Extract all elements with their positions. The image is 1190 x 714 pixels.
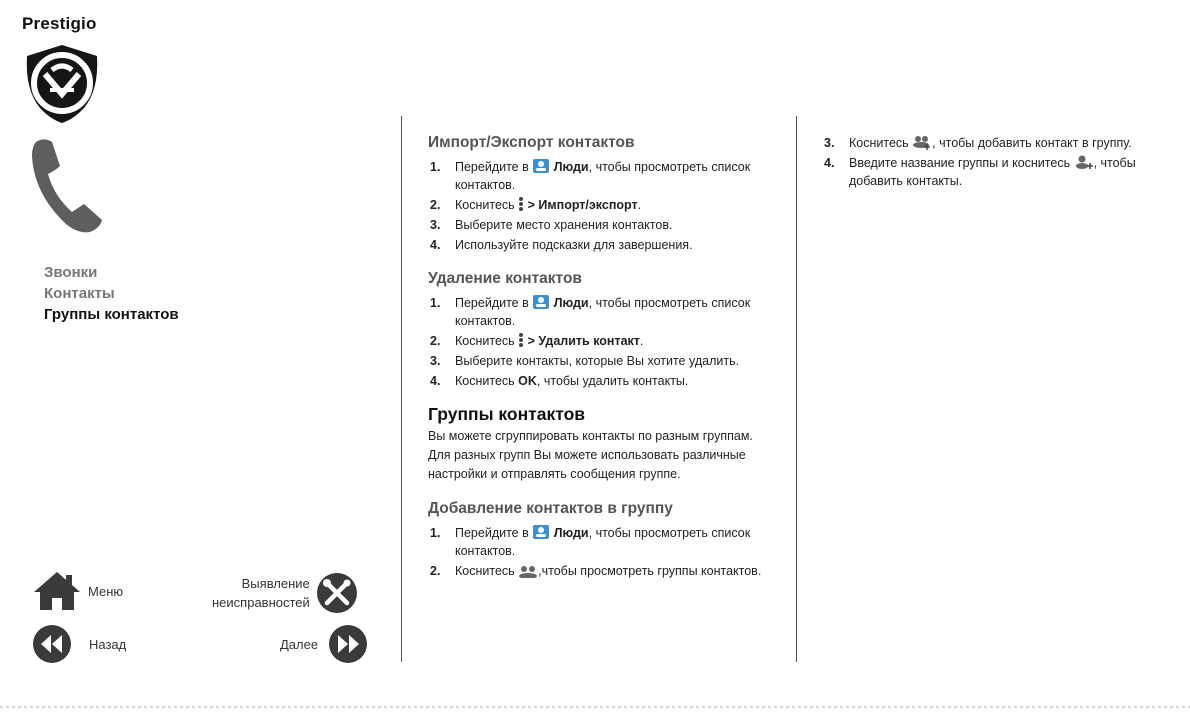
troubleshooting-line2: неисправностей <box>212 595 310 610</box>
people-app-icon <box>532 158 550 174</box>
contact-groups-description: Вы можете сгруппировать контакты по разным группам. Для разных групп Вы можете использовать различные настройки и отправлять сообщения группе. <box>428 429 753 481</box>
step-text: Выберите место хранения контактов. <box>455 218 673 232</box>
troubleshooting-line1: Выявление <box>241 576 310 591</box>
middle-column <box>428 134 778 582</box>
step-text: , чтобы добавить контакты. <box>849 156 1136 188</box>
delete-contacts-steps <box>428 294 778 390</box>
delete-contacts-title: Удаление контактов <box>428 270 582 287</box>
right-column <box>822 134 1152 192</box>
list-item <box>428 524 778 560</box>
column-divider-right <box>796 116 797 662</box>
list-item <box>428 196 778 214</box>
menu-button[interactable] <box>32 570 123 612</box>
next-label: Далее <box>280 636 319 652</box>
overflow-menu-icon <box>518 332 524 348</box>
contact-groups-title: Группы контактов <box>428 404 586 424</box>
add-to-group-steps <box>428 524 778 580</box>
step-text: Перейдите в <box>455 296 529 310</box>
home-icon <box>32 570 82 612</box>
add-contact-icon <box>1074 154 1094 170</box>
import-export-steps <box>428 158 778 254</box>
list-item <box>428 216 778 234</box>
step-bold: OK <box>518 374 537 388</box>
step-text: . <box>639 334 644 348</box>
troubleshooting-label <box>212 574 310 612</box>
next-button[interactable] <box>280 624 368 664</box>
step-bold: Люди <box>553 526 589 540</box>
step-text: , чтобы просмотреть список контактов. <box>455 160 751 192</box>
step-bold: > Удалить контакт <box>527 334 640 348</box>
list-item <box>428 158 778 194</box>
fast-forward-icon <box>328 624 368 664</box>
nav-item-calls[interactable]: Звонки <box>44 264 98 281</box>
step-text: Коснитесь <box>455 374 515 388</box>
people-app-icon <box>532 294 550 310</box>
people-app-icon <box>532 524 550 540</box>
step-text: Коснитесь <box>455 334 515 348</box>
back-label: Назад <box>89 636 127 652</box>
step-text: , чтобы удалить контакты. <box>536 374 689 388</box>
step-text: Выберите контакты, которые Вы хотите удалить. <box>455 354 740 368</box>
list-item <box>428 236 778 254</box>
import-export-title: Импорт/Экспорт контактов <box>428 134 635 151</box>
section-nav <box>44 262 179 325</box>
list-item <box>428 562 778 580</box>
add-to-group-steps-continued <box>822 134 1152 190</box>
step-bold: Люди <box>553 296 589 310</box>
step-text: Перейдите в <box>455 160 529 174</box>
step-text: , чтобы просмотреть список контактов. <box>455 296 751 328</box>
step-text: , чтобы добавить контакт в группу. <box>932 136 1132 150</box>
back-button[interactable] <box>32 624 126 664</box>
add-to-group-title: Добавление контактов в группу <box>428 500 673 517</box>
step-text: Перейдите в <box>455 526 529 540</box>
prestigio-logo-icon <box>20 42 104 126</box>
step-text: ,чтобы просмотреть группы контактов. <box>538 564 762 578</box>
troubleshooting-button[interactable] <box>212 572 358 614</box>
list-item <box>428 352 778 370</box>
step-text: Коснитесь <box>455 564 515 578</box>
list-item <box>428 372 778 390</box>
list-item <box>428 294 778 330</box>
step-text: Коснитесь <box>455 198 515 212</box>
step-text: Введите название группы и коснитесь <box>849 156 1071 170</box>
page-bottom-edge <box>0 706 1190 708</box>
brand-name: Prestigio <box>22 14 97 33</box>
list-item <box>822 154 1152 190</box>
rewind-icon <box>32 624 72 664</box>
list-item <box>822 134 1152 152</box>
step-text: Используйте подсказки для завершения. <box>455 238 693 252</box>
step-text: . <box>637 198 642 212</box>
phone-icon <box>26 136 106 236</box>
nav-item-contacts[interactable]: Контакты <box>44 285 115 302</box>
overflow-menu-icon <box>518 196 524 212</box>
nav-item-contact-groups[interactable]: Группы контактов <box>44 306 179 323</box>
step-text: , чтобы просмотреть список контактов. <box>455 526 751 558</box>
group-icon <box>518 564 538 578</box>
step-bold: > Импорт/экспорт <box>527 198 638 212</box>
tools-icon <box>316 572 358 614</box>
add-group-icon <box>912 134 932 150</box>
column-divider-left <box>401 116 402 662</box>
step-bold: Люди <box>553 160 589 174</box>
list-item <box>428 332 778 350</box>
step-text: Коснитесь <box>849 136 909 150</box>
menu-label: Меню <box>88 583 124 599</box>
